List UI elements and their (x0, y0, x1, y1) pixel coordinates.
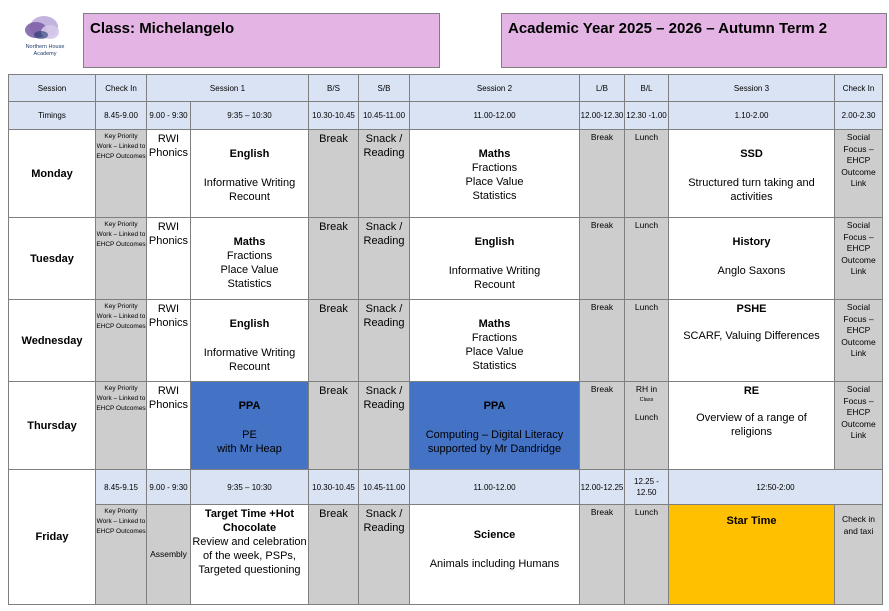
lunch-cell: Lunch (625, 218, 669, 300)
topic-line: Computing – Digital Literacy (425, 429, 564, 441)
class-title: Class: Michelangelo (83, 13, 440, 68)
session-3-cell (669, 218, 835, 300)
topic-line: Recount (229, 361, 270, 373)
key-priority-cell: Key Priority Work – Linked to EHCP Outcomes (96, 300, 147, 382)
subject-title: Maths (478, 318, 511, 330)
friday-timing-session-1: 9:35 – 10:30 (191, 470, 309, 505)
timing-session-3: 1.10-2.00 (669, 102, 835, 130)
check-out-header: Check In (835, 75, 883, 102)
northern-house-academy-logo-icon (14, 8, 76, 66)
topic-line: Statistics (227, 278, 272, 290)
lunch-cell: Lunch (625, 300, 669, 382)
timing-sb: 10.45-11.00 (359, 102, 410, 130)
friday-timing-session-3: 12:50-2:00 (669, 470, 883, 505)
session-3-cell (669, 382, 835, 470)
break-cell: Break (580, 505, 625, 605)
session-1-cell (191, 505, 309, 605)
topic-line: Place Value (465, 346, 524, 358)
topic-line: Informative Writing (448, 265, 541, 277)
key-priority-cell: Key Priority Work – Linked to EHCP Outcomes (96, 218, 147, 300)
topic-line: with Mr Heap (217, 443, 282, 455)
friday-timing-checkin: 8.45-9.15 (96, 470, 147, 505)
session-1-cell (191, 300, 309, 382)
subject-title: SSD (740, 148, 763, 160)
subject-title: Maths (478, 148, 511, 160)
topic-line: Overview of a range of religions (696, 412, 807, 438)
wednesday-row (9, 300, 883, 382)
topic-line: Anglo Saxons (717, 265, 786, 277)
topic-line: Fractions (471, 332, 518, 344)
rwi-phonics-cell: RWI Phonics (147, 382, 191, 470)
lunch-cell: Lunch (625, 505, 669, 605)
break-cell: Break (580, 218, 625, 300)
subject-title: PSHE (736, 303, 767, 315)
topic-line: Statistics (472, 360, 517, 372)
session-2-cell (410, 130, 580, 218)
break-cell: Break (309, 300, 359, 382)
subject-title: History (732, 236, 771, 248)
topic-line: SCARF, Valuing Differences (683, 330, 820, 342)
break-cell: Break (309, 130, 359, 218)
social-focus-cell: Social Focus – EHCP Outcome Link (835, 130, 883, 218)
timing-check-out: 2.00-2.30 (835, 102, 883, 130)
topic-line: PE (242, 429, 257, 441)
break-cell: Break (580, 382, 625, 470)
timings-label: Timings (9, 102, 96, 130)
friday-timing-session-2: 11.00-12.00 (410, 470, 580, 505)
sb-header: S/B (359, 75, 410, 102)
day-label: Tuesday (9, 218, 96, 300)
break-cell: Break (309, 505, 359, 605)
session-1-cell (191, 218, 309, 300)
logo-text: Northern House Academy (25, 44, 65, 57)
session-2-header: Session 2 (410, 75, 580, 102)
friday-timing-assembly: 9.00 - 9:30 (147, 470, 191, 505)
topic-line: Place Value (220, 264, 279, 276)
friday-row (9, 505, 883, 605)
timing-bs: 10.30-10.45 (309, 102, 359, 130)
topic-line: Structured turn taking and activities (688, 177, 815, 203)
key-priority-cell: Key Priority Work – Linked to EHCP Outcomes (96, 130, 147, 218)
session-1-header: Session 1 (147, 75, 309, 102)
timing-session-1: 9:35 – 10:30 (191, 102, 309, 130)
topic-line: Animals including Humans (429, 558, 560, 570)
class-text: Class (639, 396, 654, 403)
day-label: Wednesday (9, 300, 96, 382)
snack-reading-cell: Snack / Reading (359, 218, 410, 300)
subject-title: English (229, 318, 270, 330)
topic-line: Fractions (226, 250, 273, 262)
session-2-cell (410, 505, 580, 605)
topic-line: Informative Writing (203, 347, 296, 359)
social-focus-cell: Social Focus – EHCP Outcome Link (835, 218, 883, 300)
social-focus-cell: Social Focus – EHCP Outcome Link (835, 382, 883, 470)
snack-reading-cell: Snack / Reading (359, 505, 410, 605)
ppa-session-1-cell (191, 382, 309, 470)
snack-reading-cell: Snack / Reading (359, 300, 410, 382)
rh-in-class-lunch-cell (625, 382, 669, 470)
star-time-cell: Star Time (669, 505, 835, 605)
subject-title: Maths (233, 236, 266, 248)
topic-line: Place Value (465, 176, 524, 188)
check-in-header: Check In (96, 75, 147, 102)
topic-line: supported by Mr Dandridge (427, 443, 562, 455)
topic-line: Informative Writing (203, 177, 296, 189)
topic-line: Recount (229, 191, 270, 203)
topic-line: Recount (474, 279, 515, 291)
friday-timing-lb: 12.00-12.25 (580, 470, 625, 505)
day-label: Thursday (9, 382, 96, 470)
topic-line: Statistics (472, 190, 517, 202)
session-3-cell (669, 300, 835, 382)
session-3-cell (669, 130, 835, 218)
topic-line: Fractions (471, 162, 518, 174)
assembly-cell: Assembly (147, 505, 191, 605)
subject-title: English (474, 236, 515, 248)
snack-reading-cell: Snack / Reading (359, 130, 410, 218)
key-priority-cell: Key Priority Work – Linked to EHCP Outcomes (96, 382, 147, 470)
academic-year-title: Academic Year 2025 – 2026 – Autumn Term 2 (501, 13, 887, 68)
break-cell: Break (580, 130, 625, 218)
subject-title: PPA (238, 400, 261, 412)
bl-header: B/L (625, 75, 669, 102)
ppa-session-2-cell (410, 382, 580, 470)
lunch-text: Lunch (634, 411, 659, 422)
friday-timing-sb: 10.45-11.00 (359, 470, 410, 505)
timing-rwi: 9.00 - 9:30 (147, 102, 191, 130)
break-cell: Break (309, 218, 359, 300)
topic-line: Review and celebration of the week, PSPs, Targeted questioning (192, 536, 307, 576)
rwi-phonics-cell: RWI Phonics (147, 130, 191, 218)
timing-lb: 12.00-12.30 (580, 102, 625, 130)
break-cell: Break (580, 300, 625, 382)
monday-row (9, 130, 883, 218)
subject-title: RE (743, 385, 760, 397)
timing-bl: 12.30 -1.00 (625, 102, 669, 130)
subject-title: PPA (483, 400, 506, 412)
timings-row (9, 102, 883, 130)
day-label: Monday (9, 130, 96, 218)
timing-session-2: 11.00-12.00 (410, 102, 580, 130)
lunch-cell: Lunch (625, 130, 669, 218)
snack-reading-cell: Snack / Reading (359, 382, 410, 470)
timing-checkin: 8.45-9.00 (96, 102, 147, 130)
subject-title: Science (473, 529, 516, 541)
header-row (9, 75, 883, 102)
session-1-cell (191, 130, 309, 218)
session-3-header: Session 3 (669, 75, 835, 102)
social-focus-cell: Social Focus – EHCP Outcome Link (835, 300, 883, 382)
subject-title: Target Time +Hot Chocolate (204, 508, 295, 534)
bs-header: B/S (309, 75, 359, 102)
friday-timing-bl: 12.25 - 12.50 (625, 470, 669, 505)
rwi-phonics-cell: RWI Phonics (147, 300, 191, 382)
session-2-cell (410, 300, 580, 382)
check-in-taxi-cell: Check in and taxi (835, 505, 883, 605)
timetable (8, 74, 883, 605)
friday-timing-bs: 10.30-10.45 (309, 470, 359, 505)
tuesday-row (9, 218, 883, 300)
subject-title: English (229, 148, 270, 160)
break-cell: Break (309, 382, 359, 470)
lb-header: L/B (580, 75, 625, 102)
key-priority-cell: Key Priority Work – Linked to EHCP Outcomes (96, 505, 147, 605)
session-2-cell (410, 218, 580, 300)
session-header: Session (9, 75, 96, 102)
rh-in-text: RH in (635, 384, 658, 394)
day-label: Friday (9, 470, 96, 605)
thursday-row (9, 382, 883, 470)
friday-timings-row (9, 470, 883, 505)
rwi-phonics-cell: RWI Phonics (147, 218, 191, 300)
